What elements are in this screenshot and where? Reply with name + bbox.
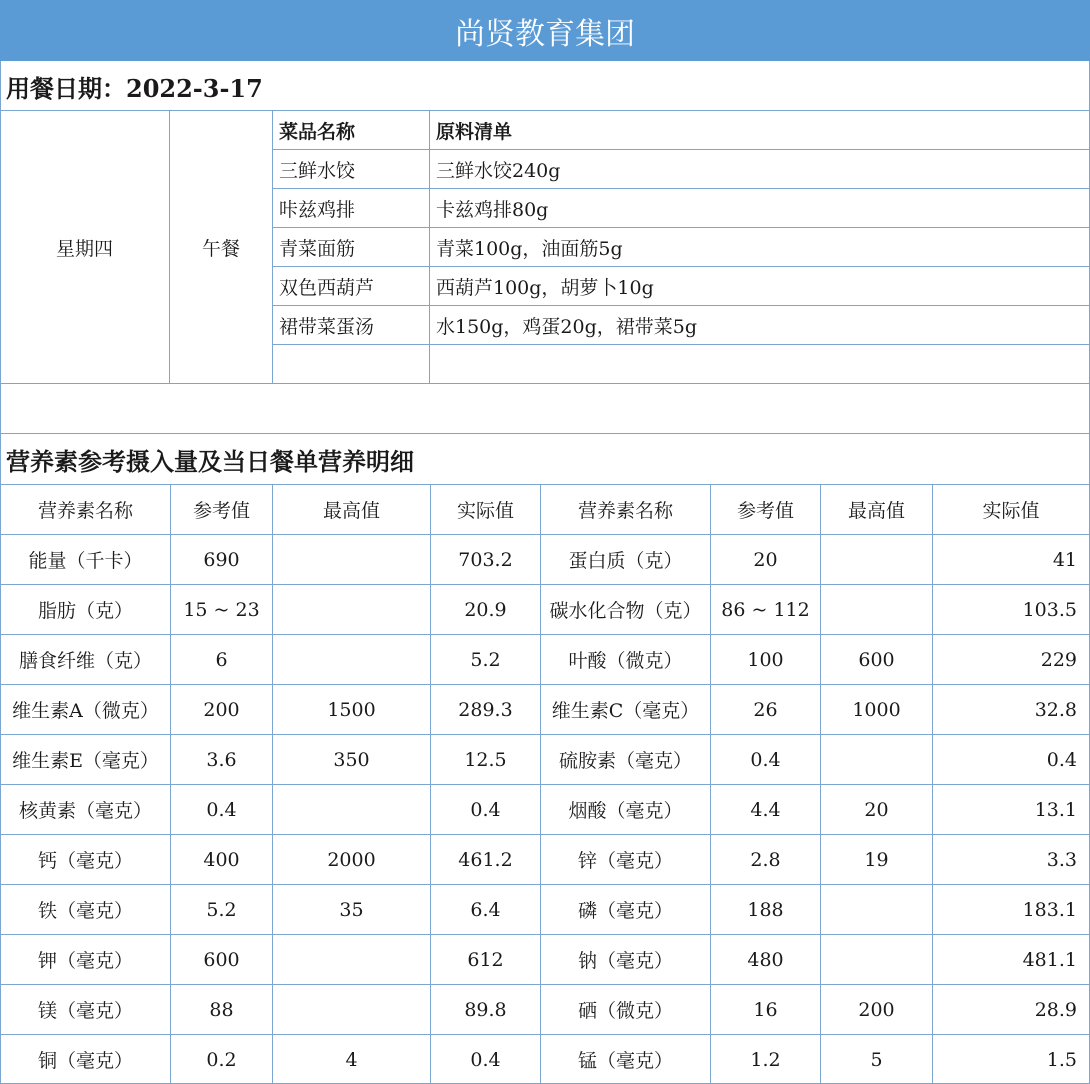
reference-header: 参考值 [192, 500, 250, 522]
nutrient-name: 镁（毫克） [37, 1000, 133, 1022]
max-value: 1000 [852, 698, 901, 721]
nutrient-name: 钠（毫克） [577, 950, 673, 972]
nutrient-name: 叶酸（微克） [568, 650, 683, 672]
max-value: 4 [345, 1048, 358, 1071]
nutrient-name: 钾（毫克） [37, 950, 133, 972]
actual-value: 41 [1052, 548, 1077, 571]
nutrient-name: 碳水化合物（克） [549, 600, 702, 622]
nutrient-name: 脂肪（克） [37, 600, 133, 622]
actual-value: 183.1 [1022, 898, 1077, 921]
nutrient-name: 维生素C（毫克） [551, 700, 700, 722]
dish-ingredients: 西葫芦100g，胡萝卜10g [436, 277, 654, 299]
reference-value: 600 [203, 948, 240, 971]
max-value [821, 885, 932, 934]
nutrient-name: 钙（毫克） [37, 850, 133, 872]
max-header: 最高值 [322, 500, 380, 522]
dish-name: 青菜面筋 [279, 238, 356, 260]
actual-value: 89.8 [464, 998, 507, 1021]
meal-date: 用餐日期：2022-3-17 [6, 73, 263, 103]
dish-ingredients: 三鲜水饺240g [436, 160, 561, 182]
page-title: 尚贤教育集团 [0, 0, 1090, 61]
reference-value: 0.2 [206, 1048, 237, 1071]
max-value: 20 [864, 798, 889, 821]
dish-header: 菜品名称 [279, 121, 356, 143]
actual-value: 612 [467, 948, 504, 971]
reference-value: 16 [753, 998, 778, 1021]
nutrient-name: 铁（毫克） [37, 900, 133, 922]
reference-value: 5.2 [206, 898, 237, 921]
actual-header: 实际值 [982, 500, 1040, 522]
dish-ingredients: 卡兹鸡排80g [436, 199, 549, 221]
max-value [273, 935, 430, 984]
dish-name: 双色西葫芦 [279, 277, 375, 299]
max-value: 5 [870, 1048, 883, 1071]
dish-name: 三鲜水饺 [279, 160, 356, 182]
reference-value: 20 [753, 548, 778, 571]
nutrient-name: 硫胺素（毫克） [558, 750, 692, 772]
actual-value: 28.9 [1034, 998, 1077, 1021]
ingredients-header: 原料清单 [436, 121, 513, 143]
actual-value: 103.5 [1022, 598, 1077, 621]
actual-value: 13.1 [1034, 798, 1077, 821]
max-value: 200 [858, 998, 895, 1021]
actual-value: 3.3 [1046, 848, 1077, 871]
actual-value: 481.1 [1022, 948, 1077, 971]
reference-header: 参考值 [736, 500, 794, 522]
max-value [273, 785, 430, 834]
max-value [273, 585, 430, 634]
row-line [0, 383, 1090, 384]
nutrient-name: 烟酸（毫克） [568, 800, 683, 822]
nutrition-title: 营养素参考摄入量及当日餐单营养明细 [6, 447, 414, 476]
reference-value: 2.8 [750, 848, 781, 871]
reference-value: 100 [747, 648, 784, 671]
max-value [821, 735, 932, 784]
max-value: 600 [858, 648, 895, 671]
reference-value: 4.4 [750, 798, 781, 821]
actual-value: 0.4 [470, 798, 501, 821]
actual-value: 6.4 [470, 898, 501, 921]
max-value [821, 585, 932, 634]
actual-value: 0.4 [1046, 748, 1077, 771]
max-value: 2000 [327, 848, 376, 871]
reference-value: 0.4 [206, 798, 237, 821]
nutrient-name: 维生素E（毫克） [12, 750, 159, 772]
reference-value: 200 [203, 698, 240, 721]
actual-value: 12.5 [464, 748, 507, 771]
nutrient-name-header: 营养素名称 [37, 500, 133, 522]
nutrient-name: 铜（毫克） [37, 1050, 133, 1072]
dish-ingredients [430, 345, 1089, 384]
dish-name: 裙带菜蛋汤 [279, 316, 375, 338]
reference-value: 6 [215, 648, 228, 671]
max-header: 最高值 [847, 500, 905, 522]
actual-value: 0.4 [470, 1048, 501, 1071]
reference-value: 480 [747, 948, 784, 971]
max-value: 350 [333, 748, 370, 771]
actual-value: 289.3 [458, 698, 513, 721]
reference-value: 188 [747, 898, 784, 921]
actual-value: 32.8 [1034, 698, 1077, 721]
reference-value: 690 [203, 548, 240, 571]
reference-value: 1.2 [750, 1048, 781, 1071]
nutrient-name: 维生素A（微克） [12, 700, 159, 722]
dish-ingredients: 青菜100g，油面筋5g [436, 238, 623, 260]
nutrient-name: 蛋白质（克） [568, 550, 683, 572]
max-value [273, 985, 430, 1034]
nutrient-name: 磷（毫克） [577, 900, 673, 922]
reference-value: 0.4 [750, 748, 781, 771]
meal-type-cell: 午餐 [201, 237, 240, 260]
nutrient-name-header: 营养素名称 [577, 500, 673, 522]
actual-value: 703.2 [458, 548, 513, 571]
weekday-cell: 星期四 [55, 237, 113, 260]
max-value [273, 635, 430, 684]
max-value: 19 [864, 848, 889, 871]
max-value: 35 [339, 898, 364, 921]
nutrient-name: 硒（微克） [577, 1000, 673, 1022]
dish-ingredients: 水150g，鸡蛋20g，裙带菜5g [436, 316, 698, 338]
reference-value: 400 [203, 848, 240, 871]
reference-value: 88 [209, 998, 234, 1021]
reference-value: 3.6 [206, 748, 237, 771]
max-value [273, 535, 430, 584]
nutrient-name: 膳食纤维（克） [18, 650, 152, 672]
actual-value: 5.2 [470, 648, 501, 671]
actual-value: 229 [1040, 648, 1077, 671]
max-value: 1500 [327, 698, 376, 721]
max-value [821, 535, 932, 584]
actual-value: 1.5 [1046, 1048, 1077, 1071]
reference-value: 15 ~ 23 [183, 598, 260, 621]
dish-name: 咔兹鸡排 [279, 199, 356, 221]
nutrient-name: 锌（毫克） [577, 850, 673, 872]
nutrient-name: 锰（毫克） [577, 1050, 673, 1072]
reference-value: 26 [753, 698, 778, 721]
nutrient-name: 核黄素（毫克） [18, 800, 152, 822]
actual-value: 461.2 [458, 848, 513, 871]
dish-name [273, 345, 429, 384]
nutrient-name: 能量（千卡） [28, 550, 143, 572]
max-value [821, 935, 932, 984]
actual-value: 20.9 [464, 598, 507, 621]
actual-header: 实际值 [456, 500, 514, 522]
reference-value: 86 ~ 112 [721, 598, 810, 621]
